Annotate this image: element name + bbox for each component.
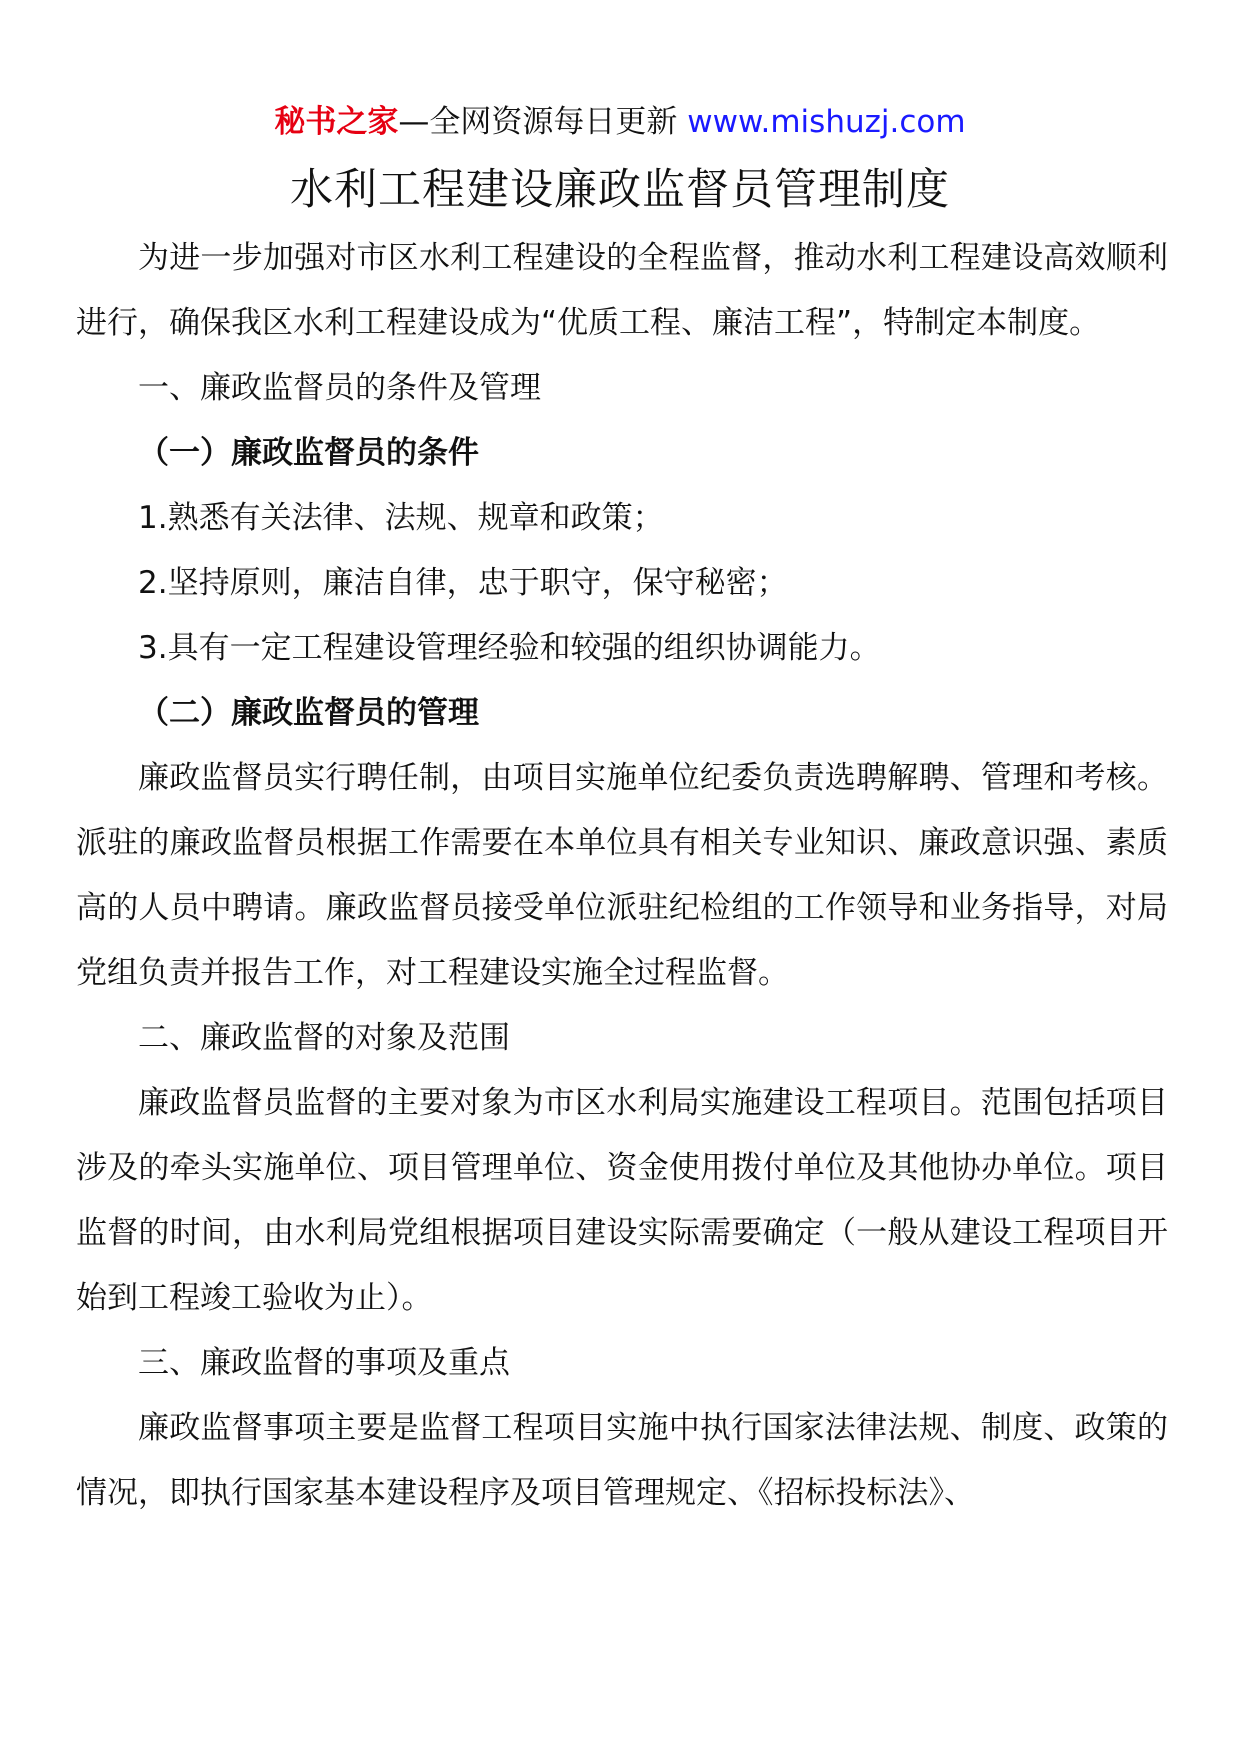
subsection-heading-1: （一）廉政监督员的条件: [138, 435, 479, 471]
subsection-heading-2: （二）廉政监督员的管理: [138, 695, 479, 731]
section-heading-2: 二、廉政监督的对象及范围: [138, 1020, 510, 1056]
site-header: [0, 102, 1240, 142]
condition-item-2: 2.坚持原则，廉洁自律，忠于职守，保守秘密；: [138, 565, 788, 601]
site-tagline: —全网资源每日更新: [398, 104, 678, 140]
site-url[interactable]: www.mishuzj.com: [687, 104, 966, 140]
section-heading-3: 三、廉政监督的事项及重点: [138, 1345, 510, 1381]
site-brand: 秘书之家: [274, 104, 399, 140]
matters-paragraph: 廉政监督事项主要是监督工程项目实施中执行国家法律法规、制度、政策的情况，即执行国家基本建设程序及项目管理规定、《招标投标法》、: [76, 1410, 1168, 1511]
document-title: 水利工程建设廉政监督员管理制度: [290, 165, 950, 215]
management-paragraph: 廉政监督员实行聘任制，由项目实施单位纪委负责选聘解聘、管理和考核。派驻的廉政监督员根据工作需要在本单位具有相关专业知识、廉政意识强、素质高的人员中聘请。廉政监督员接受单位派驻纪检组的工作领导和业务指导，对局党组负责并报告工作，对工程建设实施全过程监督。: [76, 760, 1168, 991]
intro-paragraph: 为进一步加强对市区水利工程建设的全程监督，推动水利工程建设高效顺利进行，确保我区水利工程建设成为“优质工程、廉洁工程”，特制定本制度。: [76, 240, 1168, 341]
condition-item-3: 3.具有一定工程建设管理经验和较强的组织协调能力。: [138, 630, 881, 666]
scope-paragraph: 廉政监督员监督的主要对象为市区水利局实施建设工程项目。范围包括项目涉及的牵头实施单位、项目管理单位、资金使用拨付单位及其他协办单位。项目监督的时间，由水利局党组根据项目建设实际需要确定（一般从建设工程项目开始到工程竣工验收为止）。: [76, 1085, 1168, 1316]
section-heading-1: 一、廉政监督员的条件及管理: [138, 370, 541, 406]
document-body: [76, 226, 1168, 1526]
condition-item-1: 1.熟悉有关法律、法规、规章和政策；: [138, 500, 664, 536]
